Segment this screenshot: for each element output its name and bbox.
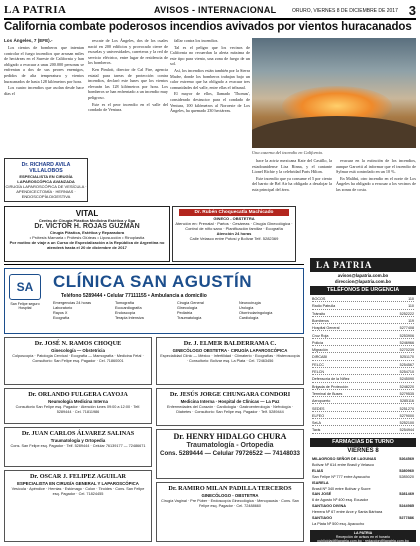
article-paragraph: Tal es el peligro que los vecinos de California no recuerdan la alerta máxima de este tipo para viento, una zona de fuego de un sol. <box>170 44 250 67</box>
masthead <box>4 4 416 20</box>
pharmacy-row <box>312 504 414 509</box>
article-paragraph: Este incendio que ya consume el 5 por ciento del barrio de Bel Air ha obligado a desalojar la ruta principal del área. <box>252 175 332 192</box>
phone-number[interactable]: 5245090 <box>399 377 414 382</box>
ad-specialty: ESPECIALISTA EN CIRUGÍA LAPAROSCÓPICA AVANZADA <box>17 174 75 184</box>
pharmacy-row <box>312 492 414 497</box>
phone-label: Radio Patrulla <box>312 304 336 309</box>
ad-specialty: Cirugía Plástica, Estética y Reparadora <box>49 230 125 235</box>
footer-note: Recepción de avisos en el horario <box>335 535 391 539</box>
pharmacy-name: MILAGROSO SEÑOR DE LAGUNAS <box>312 457 377 461</box>
clinic-service: Emergencias 24 horas <box>53 301 91 305</box>
phone-label: Taxis <box>312 428 321 433</box>
clinic-service: Ginecología <box>177 306 198 310</box>
ad-dr-alvarez <box>4 427 152 467</box>
card-body: Cirugía Vaginal · Pre Púber · Endoscopía Ginecológica · Menopausia · Cons. San Felipe esq. Pagador · Cel. 72488660 <box>161 499 299 508</box>
clinic-logo-caption: San Felipe seguro Hospital <box>10 302 40 310</box>
ad-services: • Prótesis Mamaria • Prótesis Glúteas • Liposucción • Rinoplastia <box>29 235 145 240</box>
photo-caption: Una caserna del incendio en California. <box>252 150 323 155</box>
ad-dr-fulgera <box>4 388 152 424</box>
phone-row <box>312 421 414 426</box>
phone-row <box>312 392 414 397</box>
article-paragraph: Así, los incendios están también por la Sierra Madre, donde los bomberos trabajan bajo un calor extremo que ha obligado a evacuar tres comunidades del valle, entre ellas el tribunal. <box>170 67 250 90</box>
card-subtitle: Traumatología y Ortopedia <box>50 438 106 443</box>
pharmacy-phone[interactable]: 5280960 <box>399 468 414 473</box>
pharmacy-phone[interactable]: 5244985 <box>399 504 414 509</box>
card-subtitle: Ginecología — Obstetricia <box>51 348 105 353</box>
phone-row <box>312 370 414 375</box>
ad-notice: Por motivo de viaje a un Curso de Especialización a la República de Argentina no atenderá hasta el 20 de diciembre de 2017 <box>9 240 165 250</box>
phone-number[interactable]: 5253906 <box>399 333 414 338</box>
clinic-service: Ecografía <box>53 316 70 320</box>
card-body: Especialidad Clínic — México · Infertilidad · Climaterio · Ecografías · Histeroscopía · Consultorio: Bolívar esq. La Plata · Cel. 72463456 <box>160 354 300 363</box>
phone-row <box>312 326 414 331</box>
phone-label: Brigada de Protección <box>312 384 349 389</box>
card-title: Dr. JESÚS JORGE CHUNGARA CONDORI <box>169 391 291 398</box>
pharmacy-name: San Felipe Nº 777 entre Ayacucho <box>312 474 370 479</box>
phone-row <box>312 341 414 346</box>
phone-label: Hospital General <box>312 326 340 331</box>
ad-specialty: GINECO - OBSTETRA <box>213 216 255 221</box>
phone-number[interactable]: 5251270 <box>399 406 414 411</box>
card-title: Dr. JOSÉ N. RAMOS CHOQUE <box>34 340 122 347</box>
article-paragraph: Este es el peor incendio en el valle del condado de Ventura. <box>88 101 168 113</box>
clinic-service: Terapia Intensiva <box>115 316 144 320</box>
article-column-1 <box>4 38 84 156</box>
card-body: Colposcopía · Patología Cervical · Ecografía — Mamografía · Medicina Fetal · Consultorio: San Felipe esq. Pagador · Cel. 71860001 <box>12 354 144 363</box>
page-number: 3 <box>408 3 416 18</box>
phone-row <box>312 334 414 339</box>
phone-label: ELFEO <box>312 413 325 418</box>
pharmacies-heading: FARMACIAS DE TURNO <box>310 438 416 447</box>
phone-number[interactable]: 5285116 <box>399 399 414 404</box>
pharmacy-row <box>312 516 414 521</box>
fire-photo <box>252 38 416 148</box>
article-paragraph: fallar contra los incendios. <box>174 38 219 43</box>
pharmacy-phone[interactable]: 5277886 <box>399 516 414 520</box>
emergency-phones-heading: TELÉFONOS DE URGENCIA <box>310 286 416 295</box>
phone-row <box>312 414 414 419</box>
phone-row <box>312 355 414 360</box>
phone-label: FELCC <box>312 362 325 367</box>
phone-number[interactable]: 5248220 <box>399 384 414 389</box>
phone-number[interactable]: 5251170 <box>399 355 414 360</box>
phone-number[interactable]: 5252100 <box>399 421 414 426</box>
phone-row <box>312 297 414 302</box>
article-byline: Los Ángeles, 7 (EFE).- <box>4 38 53 43</box>
newspaper-name: LA PATRIA <box>4 4 67 16</box>
email-avisos[interactable]: avisos@lapatria.com.bo <box>337 273 389 278</box>
phone-number[interactable]: 5252222 <box>399 311 414 316</box>
card-title: Dr. JUAN CARLOS ÁLVAREZ SALINAS <box>21 430 135 437</box>
ad-dr-chungara <box>156 388 304 426</box>
ad-body: Atención en: Prenatal · Partos · Cesáreas · Cirugía Ginecológica · Control de niño sano · Planificación familiar · Ecografía <box>175 221 293 231</box>
clinic-service-list <box>53 301 91 321</box>
phone-label: SEDES <box>312 406 325 411</box>
article-paragraph: rescate de Los Ángeles, dos de los cuales nació en 200 edificios y provocado cierre de escuelas y universidades, carreteras y la red de servicio eléctrico, entre lugar de residencia de los bomberos. <box>88 38 168 66</box>
phone-number[interactable]: 5279535 <box>399 391 414 396</box>
phone-number[interactable]: 5270239 <box>399 348 414 353</box>
pharmacy-row <box>312 510 414 515</box>
phone-number[interactable]: 5277408 <box>399 326 414 331</box>
article-paragraph: Los cientos de bomberos que intentan controlar el fuego incendios que arrasan miles de hectáreas en el Sureste de California y han obligado a evacuar a unas 200.000 personas se enfrentan a dos de sus peores enemigos, pedidos de alta temperatura y vientos huracanados de hasta 128 kilómetros por hora. <box>4 45 84 84</box>
article-column-3 <box>170 38 250 198</box>
clinic-service: Rayos X <box>53 311 68 315</box>
article-paragraph: En Malibú, otro incendio en el norte de Los Ángeles ha obligado a evacuar a los vecinos de las zonas de costa. <box>336 175 416 192</box>
phone-number[interactable]: 5254710 <box>399 370 414 374</box>
phone-row <box>312 428 414 433</box>
clinic-service-list <box>177 301 204 321</box>
article-headline: California combate poderosos incendios avivados por vientos huracanados <box>4 21 412 33</box>
pharmacy-row <box>312 457 414 462</box>
card-title: Dr. RAMIRO MILAN PADILLA TERCEROS <box>168 485 292 492</box>
phone-row <box>312 377 414 382</box>
pharmacy-day: VIERNES 8 <box>347 448 379 454</box>
ad-hours: Atención 24 horas <box>216 231 252 236</box>
phone-label: Policía <box>312 340 324 345</box>
clinic-phone: Teléfono 5289444 • Celular 77111155 • Ambulancia a domicilio <box>61 293 207 299</box>
phone-label: BOCOS <box>312 297 326 301</box>
card-subtitle: ESPECIALISTA EN CIRUGÍA GENERAL Y LAPAROSCÓPICA <box>17 481 139 486</box>
article-column-2 <box>88 38 168 198</box>
phone-row <box>312 385 414 390</box>
card-body: Cons. 5289444 — Celular 79726522 — 74148033 <box>160 450 301 457</box>
pharmacy-name: 6 de Agosto Nº 400 esq. Ecuador <box>312 498 369 503</box>
phone-row <box>312 407 414 412</box>
pharmacy-name: Bolívar Nº 614 entre Brasil y Velasco <box>312 462 374 467</box>
pharmacy-name: Herrera Nº 67 entre Arce y Santa Bárbara <box>312 510 383 515</box>
phone-number[interactable]: 5246966 <box>399 340 414 345</box>
clinic-service: Cirugía General <box>177 301 204 305</box>
ad-dr-avila <box>4 158 88 202</box>
pharmacy-name: ISARELA <box>312 480 329 485</box>
phone-number[interactable]: 110 <box>408 297 414 301</box>
pharmacy-name: SAN JOSÉ <box>312 492 332 497</box>
ad-subtitle: Centro de Cirugía Plástica Medicina Estética y Spa <box>38 218 136 223</box>
phone-number[interactable]: 110 <box>408 304 414 309</box>
pharmacy-row <box>312 475 414 480</box>
pharmacy-row <box>312 463 414 468</box>
card-subtitle: GINECÓLOGO OBSTETRA · CIRUGÍA LAPAROSCÓPICA <box>172 348 288 353</box>
clinic-service: Ecocardiografía <box>115 306 142 310</box>
ad-clinica-san-agustin <box>4 268 304 334</box>
phone-label: Defensoría de la Niñez <box>312 377 350 382</box>
article-paragraph: Los cuatro incendios que asolan desde hace días el <box>4 85 84 96</box>
pharmacy-name: ELIAS <box>312 468 324 473</box>
phone-label: Terminal de Buses <box>312 391 343 396</box>
card-subtitle: Medicina Interna · Hospital de Clínicas — La Paz <box>180 399 280 404</box>
clinic-service-list <box>115 301 144 321</box>
ad-dr-felipez <box>4 470 152 542</box>
clinic-service: Cardiología <box>239 316 259 320</box>
card-subtitle: Traumatología - Ortopedia <box>186 442 274 449</box>
clinic-service: Urología <box>239 306 254 310</box>
clinic-service: Endoscopía <box>115 311 136 315</box>
article-paragraph: hace la actriz mexicana Kate del Castillo, la estadounidense Lisa Rinna, y el cantante Lionel Richie y la celebridad Paris Hilton. <box>252 158 332 175</box>
pharmacy-name: Brasil Nº 340 entre Bolívar y Sucre <box>312 486 371 491</box>
card-title: Dr. ORLANDO FULGERA CAYOJA <box>28 391 128 398</box>
clinic-title: CLÍNICA SAN AGUSTÍN <box>53 272 253 291</box>
ad-dr-ramos <box>4 337 152 385</box>
phone-label: DIRCABI <box>312 355 327 360</box>
card-body: Vesícula · Apéndice · Hernias · Estómago · Colon · Tiroides · Cons. San Felipe esq. Pagador · Cel. 71824455 <box>11 487 145 496</box>
ad-dr-hidalgo <box>156 429 304 479</box>
pharmacy-row <box>312 469 414 474</box>
phone-row <box>312 348 414 353</box>
section-title: AVISOS - INTERNACIONAL <box>154 5 277 15</box>
article-column-6 <box>336 158 416 258</box>
clinic-service: Neurocirugía <box>239 301 261 305</box>
card-subtitle: Neumología Medicina Interna <box>48 399 108 404</box>
pharmacy-name: La Plata Nº 500 esq. Ayacucho <box>312 521 365 526</box>
pharmacy-row <box>312 522 414 527</box>
card-title: Dr. J. ELMER BALDERRAMA C. <box>183 340 277 347</box>
clinic-service: Tomografía <box>115 301 134 305</box>
ad-dr-balderrama <box>156 337 304 385</box>
card-subtitle: GINECÓLOGO - OBSTETRA <box>201 493 259 498</box>
footer-emails: publicidad@lapatria.com.bo · redaccion@lapatria.com.bo <box>317 539 409 543</box>
phone-label: FELCN <box>312 370 325 374</box>
article-paragraph: Ken Pimlott, director de Cal Fire, agencia estatal para tareas de protección contra incendios, declaró este lunes que los vientos elevarán las 128 kilómetros por hora. Los bomberos se han enfrentado a un incendio muy peligroso. <box>88 66 168 100</box>
phone-number[interactable]: 119 <box>408 318 414 323</box>
ad-dr-choquecatla <box>172 206 296 262</box>
phone-row <box>312 363 414 368</box>
ad-doctor-name: Dr. VÍCTOR H. ROJAS GUZMÁN <box>34 223 140 230</box>
ad-vital-clinic <box>4 206 170 262</box>
pharmacy-name: SANTIAGO <box>312 516 333 520</box>
pharmacy-phone[interactable]: 5285020 <box>399 474 414 479</box>
phone-row <box>312 399 414 404</box>
clinic-service: Laboratorio <box>53 306 73 310</box>
pharmacy-phone[interactable]: 5264569 <box>399 457 414 461</box>
clinic-service-list <box>239 301 272 321</box>
sidebar <box>310 258 416 542</box>
phone-number[interactable]: 5254944 <box>399 428 414 433</box>
hillside <box>252 116 416 148</box>
phone-label: Tránsito <box>312 311 326 316</box>
phone-number[interactable]: 5279000 <box>399 413 414 418</box>
sidebar-emails <box>310 273 416 284</box>
phone-label: Migración <box>312 348 328 353</box>
phone-label: Cruz Roja <box>312 333 329 338</box>
clinic-service: Otorrinolaringología <box>239 311 273 315</box>
clinic-service: Traumatología <box>177 316 202 320</box>
pharmacy-row <box>312 481 414 486</box>
pharmacy-name: SANTIAGO DIVINA <box>312 504 346 509</box>
card-body: Enfermedades del Corazón · Cardiología · Gastroenterología · Nefrología · Diabetes · Consultorio: San Felipe esq. Pagador · Telf. 5289444 <box>167 405 293 414</box>
ad-doctor-name: Dr. Rubén Choquecatla Machicado <box>179 209 289 216</box>
ad-body: CIRUGÍA LAPAROSCÓPICA DE VESÍCULA · APENDICECTOMÍA · HERNIAS · ENDOSCOPÍA DIGESTIVA <box>5 184 87 199</box>
email-direccion[interactable]: direccion@lapatria.com.bo <box>334 278 392 284</box>
card-body: Cons. San Felipe esq. Pagador · Telf. 5289444 · Celular 76139177 — 72486671 <box>10 444 146 448</box>
card-title: Dr. HENRY HIDALGO CHURA <box>173 432 287 441</box>
phone-label: SeLA <box>312 421 322 426</box>
ad-address: Calle Velasco entre Potosí y Bolívar Telf. 5282369 <box>189 236 279 241</box>
phone-number[interactable]: 5254567 <box>399 362 414 367</box>
article-paragraph: El mayor de ellos, llamado 'Thomas', considerado destructor para el condado de Ventura, 100 kilómetros al Noroeste de Los Ángeles, ha quemado 230 hectáreas. <box>170 91 250 114</box>
phone-label: Aeropuerto <box>312 399 331 404</box>
phone-row <box>312 319 414 324</box>
pharmacy-row <box>312 487 414 492</box>
card-body: Consultorio San Felipe esq. Pagador · Atención lunes 09:00 a 12:00 · Telf. 5289444 · Cel. 71811986 <box>15 405 141 414</box>
section-divider <box>4 264 304 265</box>
ad-dr-padilla <box>156 482 304 542</box>
phone-row <box>312 304 414 309</box>
sidebar-footer <box>310 530 416 542</box>
phone-row <box>312 312 414 317</box>
pharmacy-phone[interactable]: 5281469 <box>399 492 414 497</box>
clinic-service: Pediatría <box>177 311 193 315</box>
article-paragraph: evacuar en la extinción de los incendios, aunque Garcetti al informar que el incendio de Sylmar está controlado en un 10 %. <box>336 158 416 175</box>
clinic-logo: SA <box>9 274 41 300</box>
issue-date: ORURO, VIERNES 8 DE DICIEMBRE DE 2017 <box>292 8 398 14</box>
footer-paper: LA PATRIA <box>353 531 373 535</box>
ad-clinic-name: VITAL <box>75 209 99 218</box>
phone-label: Bomberos <box>312 318 329 323</box>
ad-doctor-name: Dr. RICHARD AVILA VILLALOBOS <box>21 162 71 174</box>
sidebar-logo: LA PATRIA <box>310 258 416 272</box>
pharmacy-row <box>312 498 414 503</box>
card-title: Dr. OSCAR J. FELIPEZ AGUILAR <box>29 473 127 480</box>
